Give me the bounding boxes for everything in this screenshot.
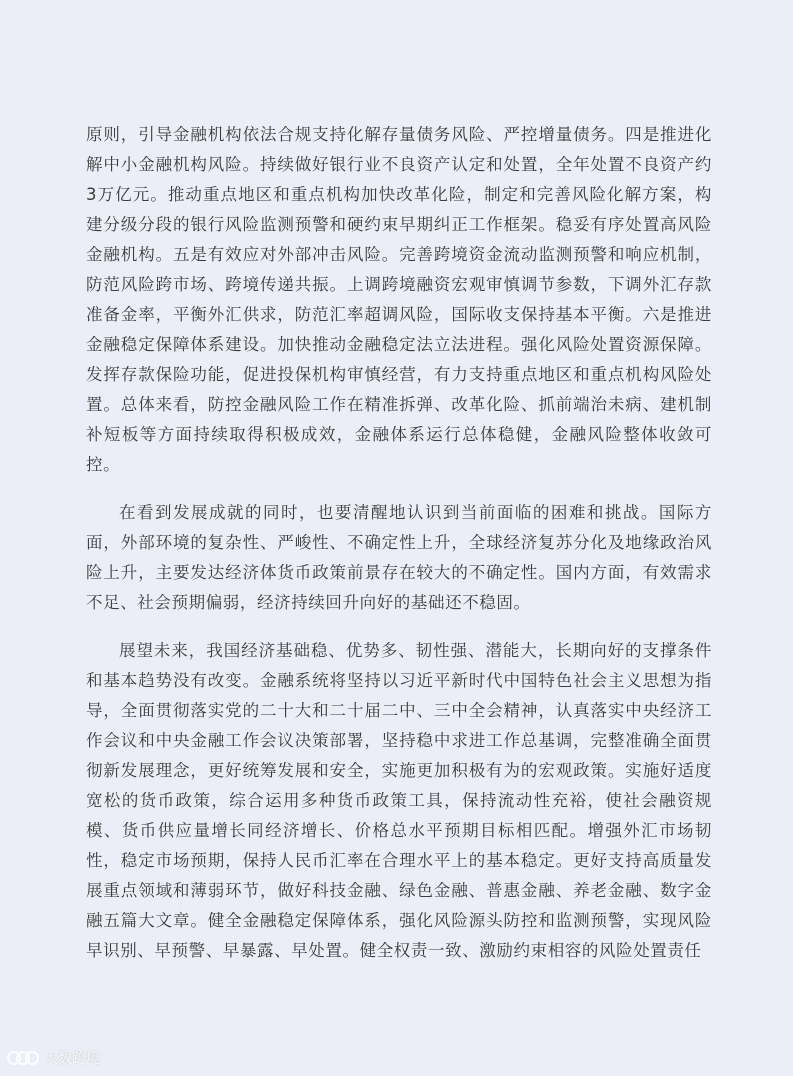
watermark-text: 大数跨境: [44, 1051, 100, 1067]
paragraph-1: 原则，引导金融机构依法合规支持化解存量债务风险、严控增量债务。四是推进化解中小金融机构风险。持续做好银行业不良资产认定和处置，全年处置不良资产约3万亿元。推动重点地区和重点机构加快改革化险，制定和完善风险化解方案，构建分级分段的银行风险监测预警和硬约束早期纠正工作框架。稳妥有序处置高风险金融机构。五是有效应对外部冲击风险。完善跨境资金流动监测预警和响应机制，防范风险跨市场、跨境传递共振。上调跨境融资宏观审慎调节参数，下调外汇存款准备金率，平衡外汇供求，防范汇率超调风险，国际收支保持基本平衡。六是推进金融稳定保障体系建设。加快推动金融稳定法立法进程。强化风险处置资源保障。发挥存款保险功能，促进投保机构审慎经营，有力支持重点地区和重点机构风险处置。总体来看，防控金融风险工作在精准拆弹、改革化险、抓前端治未病、建机制补短板等方面持续取得积极成效，金融体系运行总体稳健，金融风险整体收敛可控。: [86, 125, 712, 474]
document-body: [86, 120, 712, 984]
paragraph-3: 展望未来，我国经济基础稳、优势多、韧性强、潜能大，长期向好的支撑条件和基本趋势没有改变。金融系统将坚持以习近平新时代中国特色社会主义思想为指导，全面贯彻落实党的二十大和二十届二中、三中全会精神，认真落实中央经济工作会议和中央金融工作会议决策部署，坚持稳中求进工作总基调，完整准确全面贯彻新发展理念，更好统筹发展和安全，实施更加积极有为的宏观政策。实施好适度宽松的货币政策，综合运用多种货币政策工具，保持流动性充裕，使社会融资规模、货币供应量增长同经济增长、价格总水平预期目标相匹配。增强外汇市场韧性，稳定市场预期，保持人民币汇率在合理水平上的基本稳定。更好支持高质量发展重点领域和薄弱环节，做好科技金融、绿色金融、普惠金融、养老金融、数字金融五篇大文章。健全金融稳定保障体系，强化风险源头防控和监测预警，实现风险早识别、早预警、早暴露、早处置。健全权责一致、激励约束相容的风险处置责任: [86, 641, 712, 960]
watermark: [6, 1048, 100, 1068]
paragraph-2: 在看到发展成就的同时，也要清醒地认识到当前面临的困难和挑战。国际方面，外部环境的复杂性、严峻性、不确定性上升，全球经济复苏分化及地缘政治风险上升，主要发达经济体货币政策前景存在较大的不确定性。国内方面，有效需求不足、社会预期偏弱，经济持续回升向好的基础还不稳固。: [86, 503, 712, 612]
logo-icon: [6, 1048, 40, 1068]
